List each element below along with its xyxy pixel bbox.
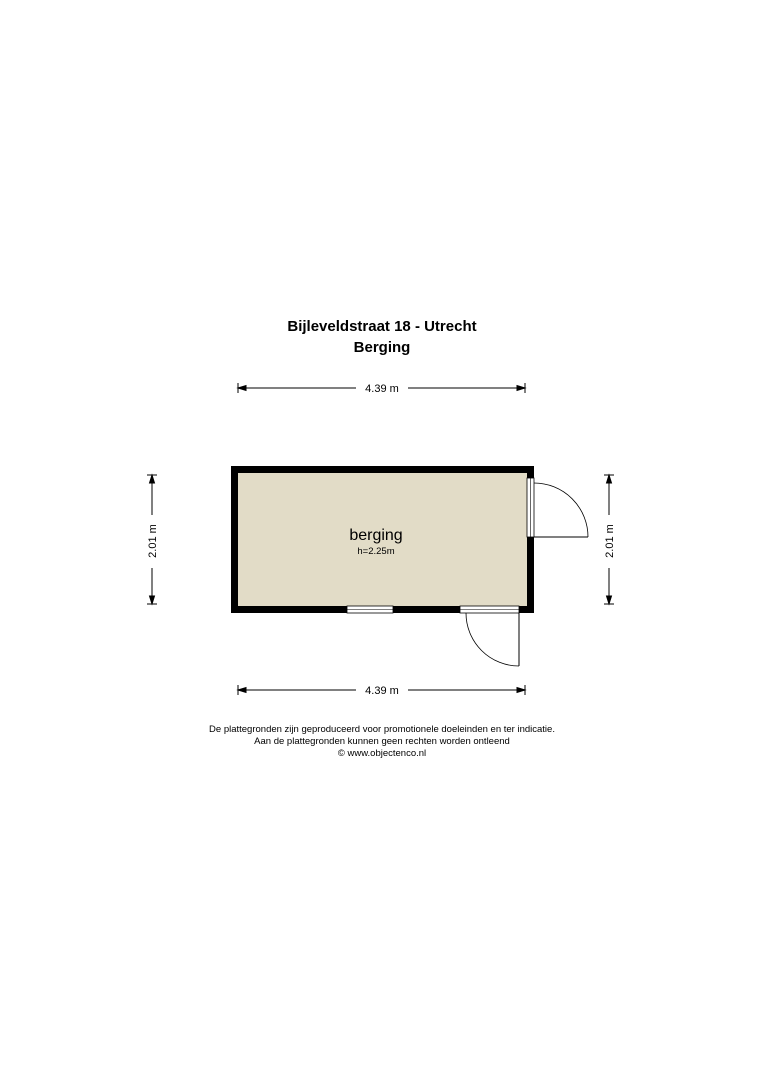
right-door bbox=[527, 478, 588, 537]
room-name-label: berging bbox=[349, 527, 403, 544]
left-dimension-label: 2.01 m bbox=[147, 524, 159, 558]
copyright-line: © www.objectenco.nl bbox=[337, 748, 427, 759]
room-height-label: h=2.25m bbox=[357, 546, 395, 557]
bottom-window bbox=[347, 606, 393, 613]
top-dimension-label: 4.39 m bbox=[365, 383, 399, 395]
plan-floor-title: Berging bbox=[353, 339, 411, 356]
disclaimer-line-1: De plattegronden zijn geproduceerd voor promotionele doeleinden en ter indicatie. bbox=[209, 724, 555, 735]
bottom-dimension-label: 4.39 m bbox=[365, 685, 399, 697]
bottom-door bbox=[460, 606, 519, 666]
disclaimer-line-2: Aan de plattegronden kunnen geen rechten worden ontleend bbox=[254, 736, 510, 747]
plan-address-title: Bijleveldstraat 18 - Utrecht bbox=[287, 318, 477, 335]
right-dimension-label: 2.01 m bbox=[604, 524, 616, 558]
